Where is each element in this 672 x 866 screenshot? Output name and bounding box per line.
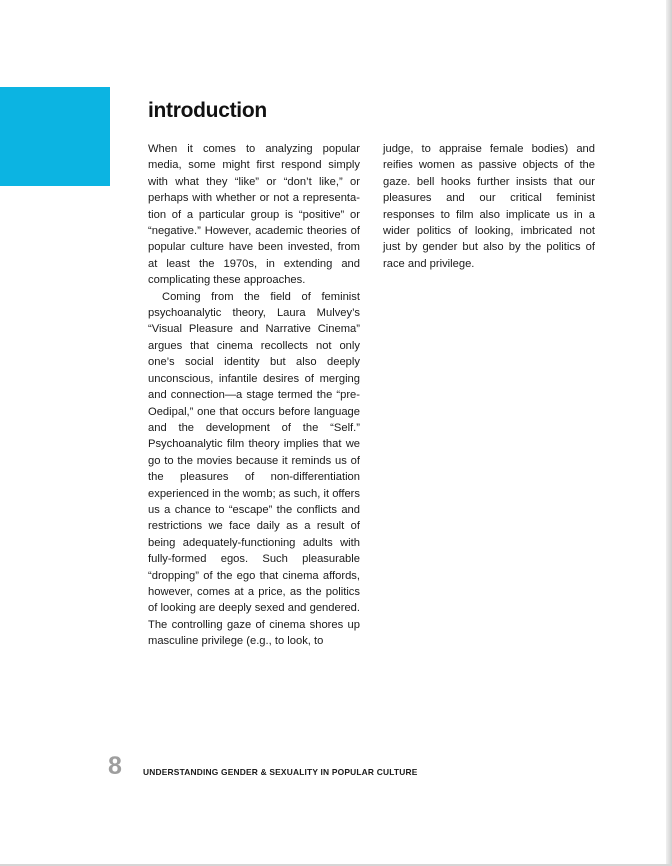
page-number: 8 bbox=[108, 752, 122, 780]
running-footer: UNDERSTANDING GENDER & SEXUALITY IN POPULAR CULTURE bbox=[143, 767, 418, 777]
page-edge-shadow bbox=[666, 0, 672, 866]
paragraph: Coming from the field of feminist psychoanalytic theory, Laura Mulvey’s “Visual Pleasure and Narrative Cinema” argues that cinema recollects not only one’s social identity but also deeply unconscious, infantile desires of merging and connection—a stage termed the “pre-Oedipal,” one that occurs before language and the development of the “Self.” Psychoanalytic film theory implies that we go to the movies because it reminds us of the pleasures of non-differentiation experienced in the womb; as such, it offers us a chance to “escape” the conflicts and restrictions we face daily as a result of being adequately-functioning adults with fully-formed egos. Such pleasurable “dropping” of the ego that cinema affords, however, comes at a price, as the politics of looking are deeply sexed and gendered. The controlling gaze of cinema shores up masculine privilege (e.g., to look, to bbox=[148, 290, 360, 648]
text-column-left bbox=[148, 141, 360, 650]
paragraph: judge, to appraise female bodies) and reifies women as passive objects of the gaze. bell hooks further insists that our pleasures and our critical feminist responses to film also implicate us in a wider politics of looking, imbricated not just by gender but also by the politics of race and privilege. bbox=[383, 143, 595, 270]
chapter-title: introduction bbox=[148, 99, 267, 122]
paragraph: When it comes to analyzing popular media, some might first respond simply with what they “like” or “don’t like,” or perhaps with whether or not a representation of a particular group is “positive” or “negative.” However, academic theories of popular culture have been invested, from at least the 1970s, in extending and complicating these approaches. bbox=[148, 143, 360, 287]
chapter-accent-block bbox=[0, 87, 110, 186]
text-column-right bbox=[383, 141, 595, 272]
